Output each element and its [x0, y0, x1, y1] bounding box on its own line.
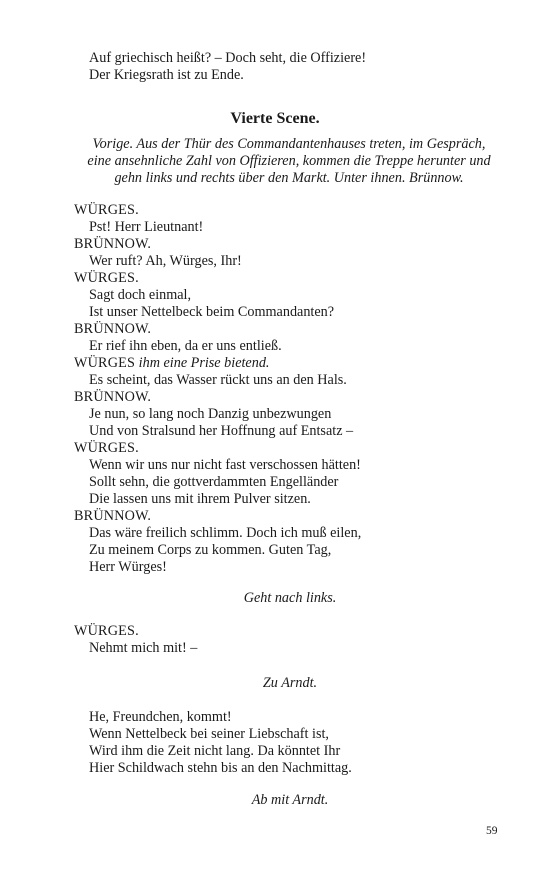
- verse-line: Die lassen uns mit ihrem Pulver sitzen.: [89, 491, 311, 507]
- speaker-name: BRÜNNOW.: [74, 236, 152, 252]
- verse-line: Je nun, so lang noch Danzig unbezwungen: [89, 406, 332, 422]
- inline-stage-direction: ihm eine Prise bietend.: [138, 355, 270, 371]
- verse-line: Pst! Herr Lieutnant!: [89, 219, 204, 235]
- stage-direction-line: gehn links und rechts über den Markt. Unter ihnen. Brünnow.: [114, 170, 464, 186]
- verse-line: Ist unser Nettelbeck beim Commandanten?: [89, 304, 335, 320]
- verse-line: Sollt sehn, die gottverdammten Engelländer: [89, 474, 339, 490]
- speaker-line: [74, 355, 514, 372]
- page-number: 59: [486, 825, 498, 837]
- verse-line: Der Kriegsrath ist zu Ende.: [89, 67, 244, 83]
- stage-direction-exit: Ab mit Arndt.: [251, 792, 329, 808]
- verse-line: Wenn wir uns nur nicht fast verschossen hätten!: [89, 457, 361, 473]
- speaker-name: WÜRGES.: [74, 440, 139, 456]
- dialogue-block-3: [74, 709, 514, 777]
- stage-direction: [60, 136, 518, 187]
- verse-line: Sagt doch einmal,: [89, 287, 192, 303]
- dialogue-block-2: [74, 623, 514, 657]
- verse-line: Zu meinem Corps zu kommen. Guten Tag,: [89, 542, 332, 558]
- speaker-name: WÜRGES.: [74, 623, 139, 639]
- verse-line: Herr Würges!: [89, 559, 167, 575]
- speaker-name: BRÜNNOW.: [74, 508, 152, 524]
- speaker-name: WÜRGES.: [74, 270, 139, 286]
- verse-line: Das wäre freilich schlimm. Doch ich muß eilen,: [89, 525, 362, 541]
- speaker-name: BRÜNNOW.: [74, 389, 152, 405]
- stage-direction-exit: Geht nach links.: [243, 590, 337, 606]
- speaker-name: WÜRGES.: [74, 202, 139, 218]
- verse-line: Und von Stralsund her Hoffnung auf Entsatz –: [89, 423, 354, 439]
- opening-verse: [74, 50, 514, 84]
- verse-line: Er rief ihn eben, da er uns entließ.: [89, 338, 282, 354]
- verse-line: Wird ihm die Zeit nicht lang. Da könntet Ihr: [89, 743, 341, 759]
- speaker-name: BRÜNNOW.: [74, 321, 152, 337]
- stage-direction-line: eine ansehnliche Zahl von Offizieren, kommen die Treppe herunter und: [87, 153, 491, 169]
- speaker-name: WÜRGES: [74, 355, 136, 371]
- verse-line: Wenn Nettelbeck bei seiner Liebschaft ist,: [89, 726, 329, 742]
- scene-title: Vierte Scene.: [230, 110, 320, 127]
- dialogue-block-1: [74, 202, 514, 576]
- verse-line: He, Freundchen, kommt!: [89, 709, 232, 725]
- verse-line: Auf griechisch heißt? – Doch seht, die Offiziere!: [89, 50, 367, 66]
- verse-line: Es scheint, das Wasser rückt uns an den Hals.: [89, 372, 347, 388]
- stage-direction-line: Vorige. Aus der Thür des Commandantenhauses treten, im Gespräch,: [92, 136, 486, 152]
- verse-line: Wer ruft? Ah, Würges, Ihr!: [89, 253, 242, 269]
- verse-line: Hier Schildwach stehn bis an den Nachmittag.: [89, 760, 352, 776]
- verse-line: Nehmt mich mit! –: [89, 640, 198, 656]
- stage-direction-aside: Zu Arndt.: [262, 675, 318, 691]
